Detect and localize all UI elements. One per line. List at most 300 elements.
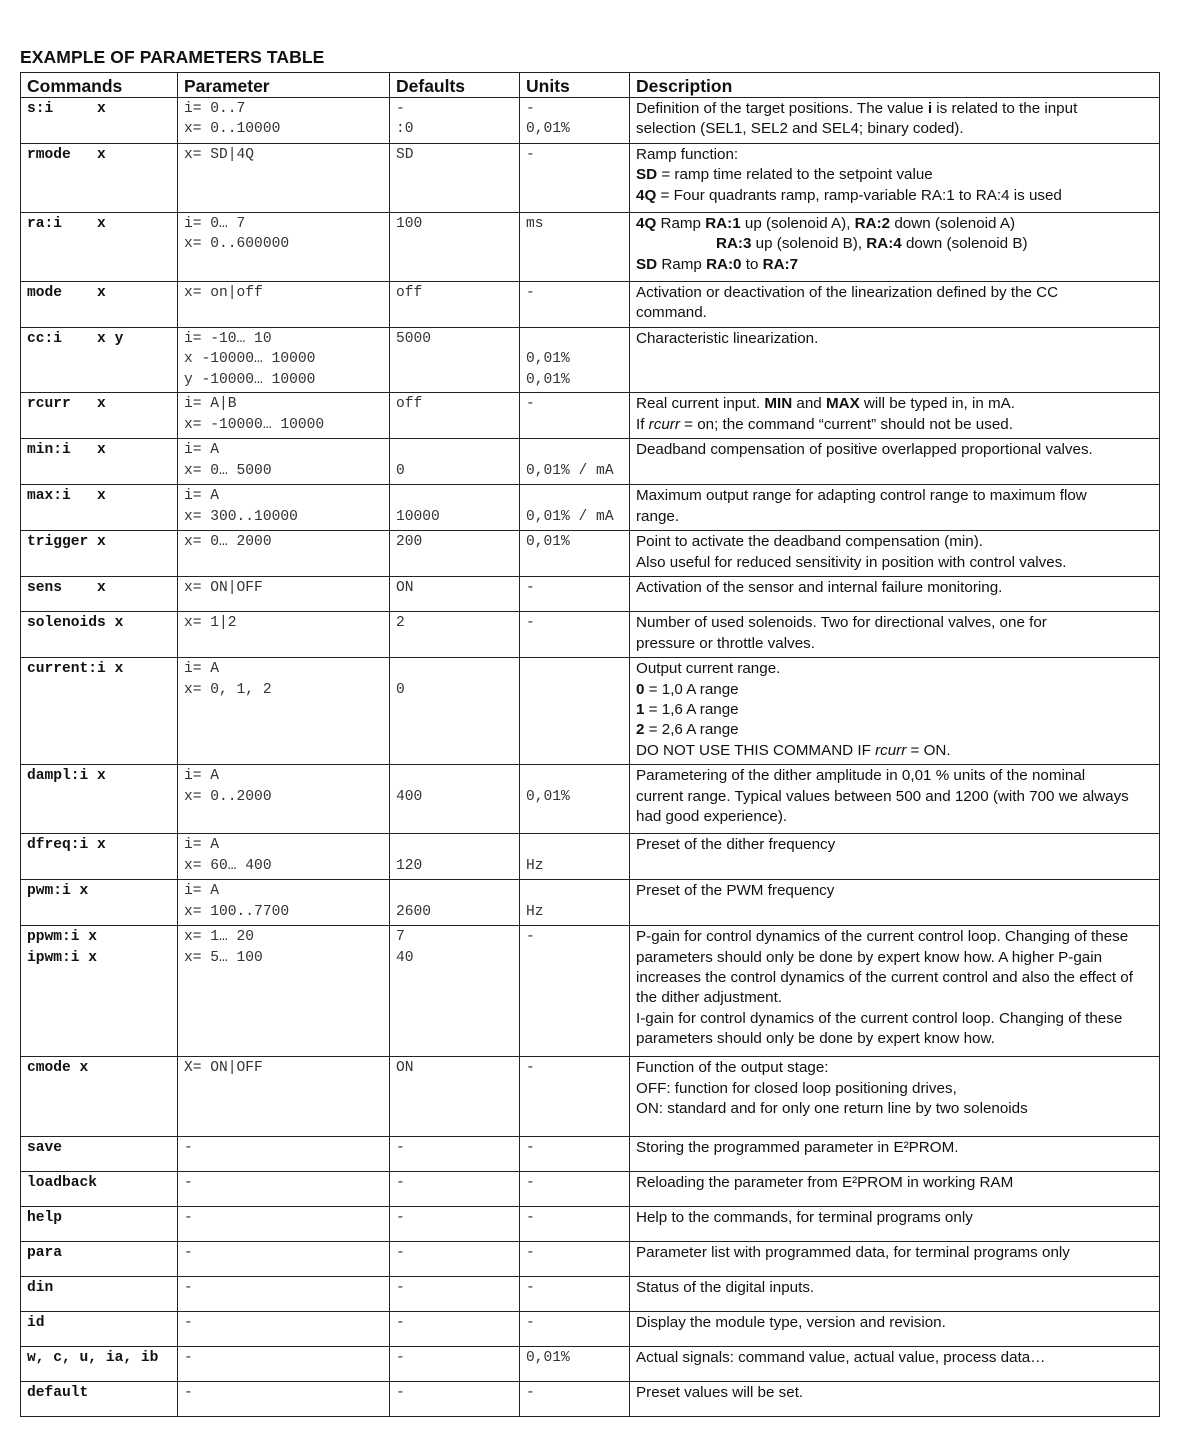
cell-unit-line: Hz xyxy=(526,903,544,920)
description-text: down (solenoid B) xyxy=(901,235,1028,253)
cell-parameter-line: i= -10… 10 xyxy=(184,331,272,347)
cell-command xyxy=(21,328,178,393)
cell-description xyxy=(630,98,1160,144)
description-text: RA:7 xyxy=(762,255,799,273)
cell-command xyxy=(21,1347,178,1382)
cell-default-line: - xyxy=(396,1315,405,1332)
cell-command xyxy=(21,834,178,880)
description-text: Actual signals: command value, actual value, process data… xyxy=(636,1349,1046,1367)
cell-unit-line: - xyxy=(526,1245,535,1262)
table-row xyxy=(21,1347,1160,1382)
cell-description xyxy=(630,1057,1160,1137)
description-line xyxy=(636,659,1153,679)
cell-parameter xyxy=(178,880,390,926)
cell-parameter-line: x= 0… 5000 xyxy=(184,462,272,479)
table-row xyxy=(21,531,1160,577)
column-header-parameter: Parameter xyxy=(178,73,390,98)
cell-unit-line: - xyxy=(526,285,535,301)
description-text: = Four quadrants ramp, ramp-variable RA:1 to RA:4 is used xyxy=(656,186,1062,204)
cell-default xyxy=(390,1057,520,1137)
table-row xyxy=(21,98,1160,144)
description-line xyxy=(636,741,1153,761)
cell-command xyxy=(21,765,178,834)
cell-command xyxy=(21,880,178,926)
description-text: Parameter list with programmed data, for terminal programs only xyxy=(636,1244,1070,1262)
cell-default xyxy=(390,612,520,658)
description-line xyxy=(636,214,1153,234)
cell-command xyxy=(21,1172,178,1207)
cell-unit-line: 0,01% xyxy=(526,371,570,388)
cell-default-line xyxy=(396,486,513,506)
cell-default-line: 10000 xyxy=(396,508,440,525)
cell-unit xyxy=(520,531,630,577)
cell-default-line xyxy=(396,440,513,460)
description-line xyxy=(636,835,1153,855)
cell-description xyxy=(630,658,1160,765)
cell-unit xyxy=(520,1137,630,1172)
cell-description xyxy=(630,880,1160,926)
description-text: and xyxy=(792,395,826,413)
description-line xyxy=(636,787,1153,807)
description-text: down (solenoid A) xyxy=(890,215,1016,232)
column-header-description: Description xyxy=(630,73,1160,98)
table-row xyxy=(21,144,1160,213)
cell-default-line xyxy=(396,835,513,855)
cell-parameter-line: x= 100..7700 xyxy=(184,903,290,920)
cell-command xyxy=(21,1277,178,1312)
cell-command-line: dampl:i x xyxy=(27,768,106,785)
description-text: Preset values will be set. xyxy=(636,1384,804,1402)
description-text: = 2,6 A range xyxy=(644,721,739,739)
table-row xyxy=(21,485,1160,531)
description-text: up (solenoid A), xyxy=(740,215,855,232)
cell-parameter xyxy=(178,612,390,658)
description-text: Ramp xyxy=(657,255,707,273)
cell-unit xyxy=(520,612,630,658)
description-text: RA:3 xyxy=(716,235,752,253)
cell-command-line: rmode x xyxy=(27,147,106,163)
description-line xyxy=(636,1029,1153,1049)
cell-unit xyxy=(520,282,630,328)
cell-description xyxy=(630,834,1160,880)
description-text: SD xyxy=(636,255,658,273)
cell-unit xyxy=(520,765,630,834)
cell-command-line: loadback xyxy=(27,1175,98,1192)
description-text: OFF: function for closed loop positioning drives, xyxy=(636,1079,957,1097)
cell-unit-line: 0,01% xyxy=(526,788,570,805)
cell-parameter xyxy=(178,144,390,213)
cell-parameter-line: x= 0… 2000 xyxy=(184,534,272,551)
cell-description xyxy=(630,1207,1160,1242)
cell-unit-line xyxy=(526,329,623,349)
description-line xyxy=(636,99,1153,119)
cell-command xyxy=(21,531,178,577)
description-line xyxy=(636,1243,1153,1263)
description-line xyxy=(636,255,1153,275)
description-text: MAX xyxy=(825,395,860,413)
cell-parameter xyxy=(178,1242,390,1277)
cell-parameter-line: - xyxy=(184,1245,193,1262)
table-row xyxy=(21,1057,1160,1137)
cell-unit xyxy=(520,1172,630,1207)
document-page xyxy=(20,46,1160,1417)
cell-description xyxy=(630,1312,1160,1347)
table-row xyxy=(21,658,1160,765)
description-text: Characteristic linearization. xyxy=(636,330,819,347)
description-text: Storing the programmed parameter in E²PROM. xyxy=(636,1139,959,1157)
description-line xyxy=(636,1138,1153,1158)
cell-parameter xyxy=(178,282,390,328)
cell-parameter-line: i= A xyxy=(184,883,220,900)
cell-default-line: - xyxy=(396,1280,405,1297)
cell-unit-line xyxy=(526,659,623,679)
cell-unit xyxy=(520,485,630,531)
cell-default xyxy=(390,1242,520,1277)
cell-default-line: off xyxy=(396,396,423,413)
cell-command xyxy=(21,1207,178,1242)
table-row xyxy=(21,834,1160,880)
table-row xyxy=(21,1172,1160,1207)
cell-unit-line: - xyxy=(526,101,535,117)
column-header-defaults: Defaults xyxy=(390,73,520,98)
cell-parameter-line: i= A xyxy=(184,768,220,785)
description-line xyxy=(636,394,1153,414)
cell-parameter-line: - xyxy=(184,1385,193,1402)
cell-description xyxy=(630,393,1160,439)
cell-command-line: solenoids x xyxy=(27,615,124,632)
cell-unit-line: 0,01% xyxy=(526,1350,570,1367)
description-text: Activation or deactivation of the linearization defined by the CC xyxy=(636,284,1059,301)
cell-description xyxy=(630,926,1160,1057)
description-text: Reloading the parameter from E²PROM in working RAM xyxy=(636,1174,1014,1192)
description-line xyxy=(636,415,1153,435)
description-text: increases the control dynamics of the current control and also the effect of xyxy=(636,969,1133,987)
cell-default-line xyxy=(396,766,513,786)
cell-unit-line: Hz xyxy=(526,857,544,874)
cell-command-line: help xyxy=(27,1210,63,1227)
cell-unit-line: - xyxy=(526,1280,535,1297)
description-text: = 1,6 A range xyxy=(644,701,739,719)
cell-description xyxy=(630,1347,1160,1382)
description-text: parameters should only be done by expert know how. A higher P-gain xyxy=(636,948,1103,966)
description-text: is related to the input xyxy=(932,100,1078,117)
cell-parameter xyxy=(178,1172,390,1207)
cell-parameter-line: x= 60… 400 xyxy=(184,857,272,874)
description-line xyxy=(636,1099,1153,1119)
cell-parameter-line: x= on|off xyxy=(184,285,263,301)
cell-parameter xyxy=(178,1347,390,1382)
cell-command xyxy=(21,577,178,612)
cell-unit-line: 0,01% / mA xyxy=(526,508,614,525)
cell-default-line xyxy=(396,659,513,679)
description-line xyxy=(636,881,1153,901)
description-line xyxy=(636,807,1153,827)
cell-command-line: rcurr x xyxy=(27,396,106,413)
description-text: = ON. xyxy=(906,741,951,759)
cell-command xyxy=(21,926,178,1057)
cell-command xyxy=(21,213,178,282)
description-text: to xyxy=(741,255,763,273)
cell-default xyxy=(390,144,520,213)
description-line xyxy=(636,1348,1153,1368)
cell-description xyxy=(630,1137,1160,1172)
cell-unit-line: - xyxy=(526,1385,535,1402)
table-row xyxy=(21,612,1160,658)
description-text: I-gain for control dynamics of the current control loop. Changing of these xyxy=(636,1009,1123,1027)
description-line xyxy=(636,303,1153,323)
cell-command xyxy=(21,393,178,439)
description-line xyxy=(636,1009,1153,1029)
description-line xyxy=(636,1173,1153,1193)
cell-default xyxy=(390,328,520,393)
cell-unit xyxy=(520,1057,630,1137)
cell-parameter-line: i= A xyxy=(184,442,220,459)
cell-default-line: ON xyxy=(396,580,414,597)
description-line xyxy=(636,720,1153,740)
description-text: parameters should only be done by expert know how. xyxy=(636,1030,995,1048)
cell-command-line: ra:i x xyxy=(27,216,106,232)
table-row xyxy=(21,393,1160,439)
cell-parameter-line: i= A xyxy=(184,661,220,678)
cell-parameter xyxy=(178,926,390,1057)
description-line xyxy=(636,968,1153,988)
cell-command-line: save xyxy=(27,1140,63,1157)
cell-default xyxy=(390,98,520,144)
cell-description xyxy=(630,765,1160,834)
cell-parameter-line: - xyxy=(184,1140,193,1157)
cell-default xyxy=(390,531,520,577)
cell-command-line: trigger x xyxy=(27,534,106,551)
cell-unit xyxy=(520,1382,630,1417)
cell-parameter-line: - xyxy=(184,1315,193,1332)
cell-default-line: 2600 xyxy=(396,903,432,920)
description-text: If xyxy=(636,415,649,433)
cell-default-line: 0 xyxy=(396,462,405,479)
cell-default-line: 100 xyxy=(396,216,423,232)
description-line xyxy=(636,553,1153,573)
cell-default-line: - xyxy=(396,1350,405,1367)
description-line xyxy=(636,507,1153,527)
cell-unit-line: - xyxy=(526,929,535,946)
cell-description xyxy=(630,144,1160,213)
description-text: Also useful for reduced sensitivity in position with control valves. xyxy=(636,553,1067,571)
description-line xyxy=(636,1313,1153,1333)
cell-command-line: sens x xyxy=(27,580,106,597)
cell-parameter-line: - xyxy=(184,1175,193,1192)
cell-command-line: cc:i x y xyxy=(27,331,124,347)
description-text: Help to the commands, for terminal programs only xyxy=(636,1209,973,1227)
cell-command xyxy=(21,1382,178,1417)
cell-default-line: 400 xyxy=(396,788,423,805)
cell-default xyxy=(390,658,520,765)
cell-default xyxy=(390,880,520,926)
cell-unit-line: - xyxy=(526,1140,535,1157)
cell-parameter-line: - xyxy=(184,1280,193,1297)
description-text: RA:0 xyxy=(706,255,742,273)
cell-parameter xyxy=(178,577,390,612)
column-header-units: Units xyxy=(520,73,630,98)
cell-description xyxy=(630,282,1160,328)
cell-unit xyxy=(520,328,630,393)
table-row xyxy=(21,1312,1160,1347)
description-text: 4Q xyxy=(636,186,657,204)
cell-parameter xyxy=(178,213,390,282)
cell-parameter-line: y -10000… 10000 xyxy=(184,371,316,388)
cell-parameter xyxy=(178,393,390,439)
cell-parameter xyxy=(178,1137,390,1172)
cell-unit-line xyxy=(526,881,623,901)
cell-parameter-line: i= A xyxy=(184,488,220,505)
cell-unit-line: - xyxy=(526,1175,535,1192)
table-row xyxy=(21,439,1160,485)
table-row xyxy=(21,1137,1160,1172)
description-text: rcurr xyxy=(875,741,907,759)
cell-command-line: current:i x xyxy=(27,661,124,678)
cell-parameter xyxy=(178,765,390,834)
description-text: 1 xyxy=(636,701,645,719)
cell-default-line: - xyxy=(396,101,405,117)
cell-default xyxy=(390,1382,520,1417)
description-text: RA:1 xyxy=(705,215,741,232)
cell-description xyxy=(630,531,1160,577)
table-row xyxy=(21,1207,1160,1242)
cell-parameter-line: x= 0, 1, 2 xyxy=(184,681,272,698)
cell-parameter-line: i= 0..7 xyxy=(184,101,246,117)
cell-default-line: SD xyxy=(396,147,414,163)
cell-command-line: dfreq:i x xyxy=(27,837,106,854)
cell-parameter-line: i= A|B xyxy=(184,396,237,413)
cell-default xyxy=(390,926,520,1057)
cell-default-line xyxy=(396,881,513,901)
cell-parameter xyxy=(178,1207,390,1242)
description-text: selection (SEL1, SEL2 and SEL4; binary coded). xyxy=(636,120,964,138)
table-row xyxy=(21,213,1160,282)
cell-parameter xyxy=(178,1057,390,1137)
cell-default-line: 120 xyxy=(396,857,423,874)
cell-default-line: ON xyxy=(396,1060,414,1077)
cell-unit-line: - xyxy=(526,615,535,632)
description-line xyxy=(636,634,1153,654)
header-row xyxy=(21,73,1160,98)
cell-description xyxy=(630,213,1160,282)
description-line xyxy=(636,283,1153,303)
cell-command xyxy=(21,144,178,213)
cell-unit xyxy=(520,1242,630,1277)
cell-unit xyxy=(520,1207,630,1242)
description-line xyxy=(636,613,1153,633)
table-row xyxy=(21,328,1160,393)
cell-command-line: cmode x xyxy=(27,1060,89,1077)
column-header-commands: Commands xyxy=(21,73,178,98)
description-text: Ramp function: xyxy=(636,146,739,163)
cell-unit xyxy=(520,658,630,765)
cell-command xyxy=(21,658,178,765)
description-line xyxy=(636,927,1153,947)
cell-command xyxy=(21,1137,178,1172)
cell-unit-line: 0,01% / mA xyxy=(526,462,614,479)
description-text: Function of the output stage: xyxy=(636,1059,829,1077)
cell-unit-line: - xyxy=(526,147,535,163)
cell-unit-line: - xyxy=(526,580,535,597)
cell-command xyxy=(21,439,178,485)
description-text: command. xyxy=(636,304,707,322)
description-text: = on; the command “current” should not be used. xyxy=(679,415,1013,433)
description-text: current range. Typical values between 500 and 1200 (with 700 we always xyxy=(636,787,1129,805)
cell-unit-line: - xyxy=(526,1060,535,1077)
cell-default xyxy=(390,1137,520,1172)
cell-command-line: min:i x xyxy=(27,442,106,459)
cell-unit xyxy=(520,834,630,880)
cell-command-line: para xyxy=(27,1245,63,1262)
table-row xyxy=(21,880,1160,926)
description-text: up (solenoid B), xyxy=(751,235,867,253)
cell-description xyxy=(630,577,1160,612)
description-text: Display the module type, version and revision. xyxy=(636,1314,946,1332)
cell-parameter-line: - xyxy=(184,1210,193,1227)
cell-default xyxy=(390,282,520,328)
description-line xyxy=(636,1383,1153,1403)
cell-default-line: off xyxy=(396,285,423,301)
cell-command xyxy=(21,1242,178,1277)
cell-parameter-line: x= SD|4Q xyxy=(184,147,255,163)
description-line xyxy=(636,329,1153,349)
description-line xyxy=(636,578,1153,598)
description-text: = 1,0 A range xyxy=(644,680,739,698)
cell-command-line: din xyxy=(27,1280,54,1297)
cell-default-line: 2 xyxy=(396,615,405,632)
description-line xyxy=(636,145,1153,165)
cell-default xyxy=(390,213,520,282)
cell-default xyxy=(390,439,520,485)
cell-parameter-line: x= -10000… 10000 xyxy=(184,416,325,433)
cell-description xyxy=(630,1382,1160,1417)
cell-command-line: pwm:i x xyxy=(27,883,89,900)
cell-default xyxy=(390,577,520,612)
description-line xyxy=(636,1278,1153,1298)
table-row xyxy=(21,577,1160,612)
cell-description xyxy=(630,439,1160,485)
cell-default xyxy=(390,1172,520,1207)
cell-default-line: 200 xyxy=(396,534,423,551)
cell-default xyxy=(390,485,520,531)
cell-parameter xyxy=(178,531,390,577)
description-text: Number of used solenoids. Two for directional valves, one for xyxy=(636,614,1047,632)
cell-unit xyxy=(520,144,630,213)
cell-unit xyxy=(520,393,630,439)
cell-command xyxy=(21,1057,178,1137)
cell-parameter-line: x= 0..600000 xyxy=(184,236,290,253)
description-text: = ramp time related to the setpoint value xyxy=(657,166,933,184)
description-text: had good experience). xyxy=(636,808,788,826)
cell-parameter xyxy=(178,439,390,485)
cell-description xyxy=(630,1172,1160,1207)
cell-unit xyxy=(520,1277,630,1312)
description-text: Preset of the dither frequency xyxy=(636,836,836,854)
cell-parameter xyxy=(178,98,390,144)
description-text: MIN xyxy=(764,395,793,413)
cell-unit-line: 0,01% xyxy=(526,351,570,368)
cell-parameter-line: i= 0… 7 xyxy=(184,216,246,232)
description-line xyxy=(636,1058,1153,1078)
description-text: RA:2 xyxy=(854,215,891,232)
cell-unit xyxy=(520,926,630,1057)
cell-parameter-line: x= 1|2 xyxy=(184,615,237,632)
cell-command-line: default xyxy=(27,1385,89,1402)
cell-parameter xyxy=(178,328,390,393)
cell-description xyxy=(630,328,1160,393)
cell-default xyxy=(390,834,520,880)
cell-command xyxy=(21,612,178,658)
